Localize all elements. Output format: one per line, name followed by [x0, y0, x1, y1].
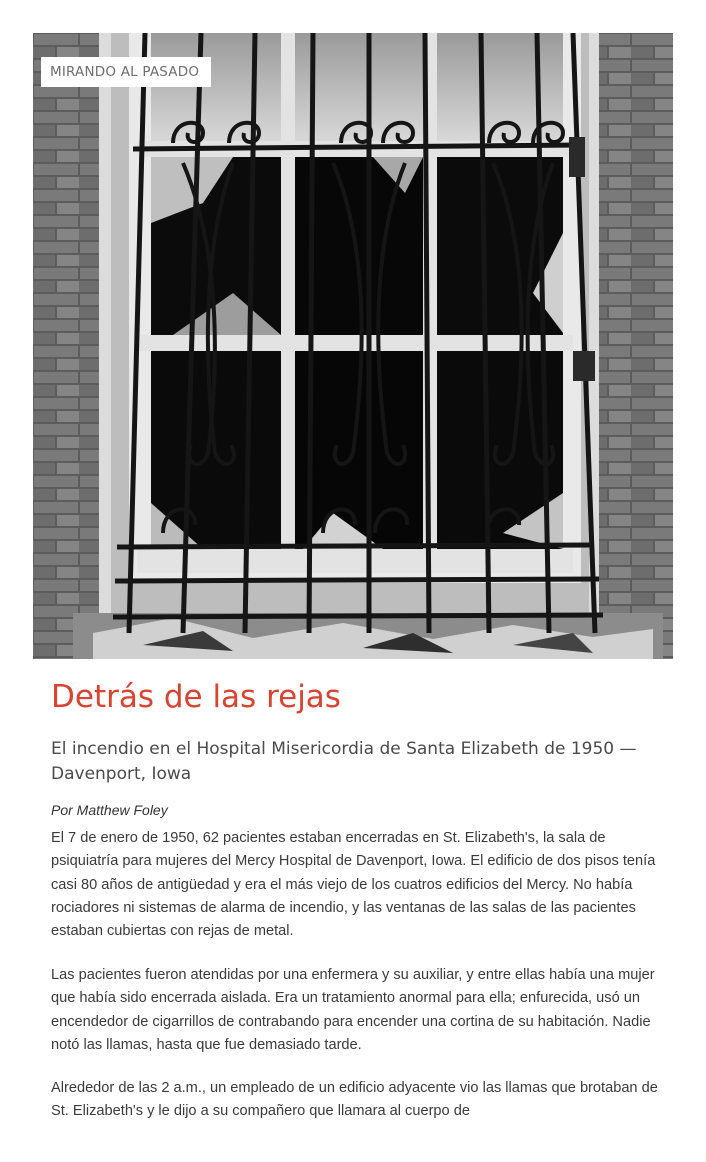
barred-window-photo [33, 33, 673, 659]
article-byline: Por Matthew Foley [51, 802, 168, 818]
article-subtitle: El incendio en el Hospital Misericordia de Santa Elizabeth de 1950 —Davenport, Iowa [51, 739, 637, 784]
article-title: Detrás de las rejas [51, 679, 341, 715]
article-photo [33, 33, 673, 659]
article-paragraph: Las pacientes fueron atendidas por una enfermera y su auxiliar, y entre ellas había una mujer que había sido encerrada aislada. Era un tratamiento anormal para ella; enfurecida, usó un encendedor de cigarrillos de contrabando para encender una cortina de su habitación. Nadie notó las llamas, hasta que fue demasiado tarde. [51, 967, 655, 1053]
article-paragraph: Alrededor de las 2 a.m., un empleado de un edificio adyacente vio las llamas que brotaban de St. Elizabeth's y le dijo a su compañero que llamara al cuerpo de [51, 1080, 658, 1120]
article-paragraph: El 7 de enero de 1950, 62 pacientes estaban encerradas en St. Elizabeth's, la sala de psiquiatría para mujeres del Mercy Hospital de Davenport, Iowa. El edificio de dos pisos tenía casi 80 años de antigüedad y era el más viejo de los cuatros edificios del Mercy. No había rociadores ni sistemas de alarma de incendio, y las ventanas de las salas de las pacientes estaban cubiertas con rejas de metal. [51, 830, 656, 940]
section-tag: MIRANDO AL PASADO [41, 57, 211, 87]
